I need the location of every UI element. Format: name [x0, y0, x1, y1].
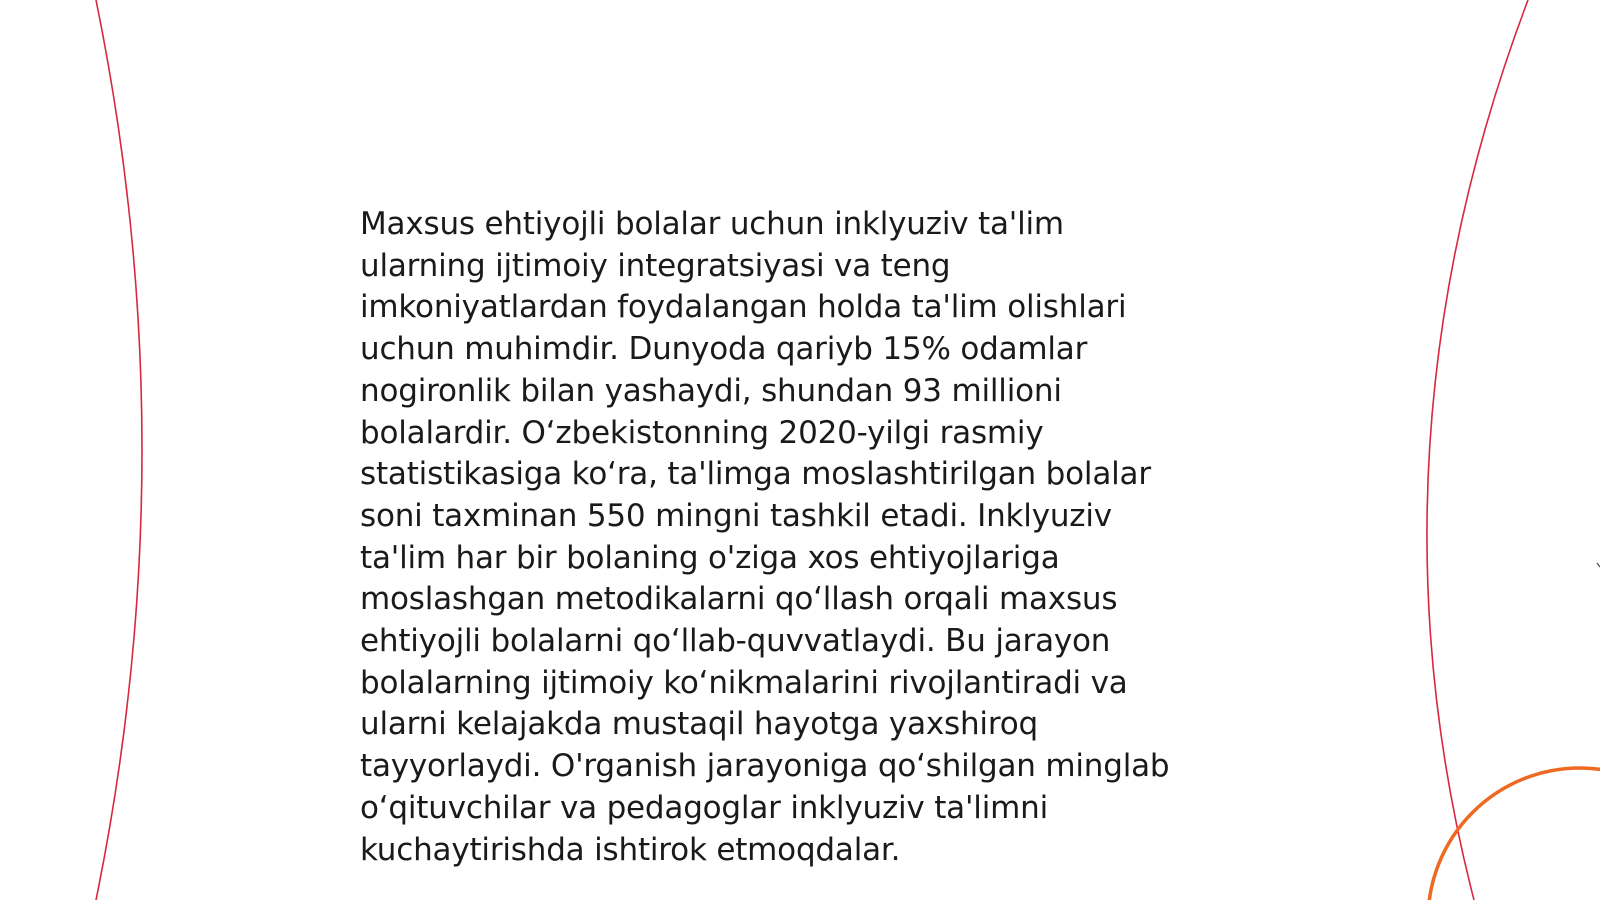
- left-arc-line: [96, 0, 142, 900]
- orange-circle-outline: [1428, 768, 1600, 900]
- body-paragraph: Maxsus ehtiyojli bolalar uchun inklyuziv ta'lim ularning ijtimoiy integratsiyasi va teng imkoniyatlardan foydalangan holda ta'lim olishlari uchun muhimdir. Dunyoda qariyb 15% odamlar nogironlik bilan yashaydi, shundan 93 millioni bolalardir. Oʻzbekistonning 2020-yilgi rasmiy statistikasiga koʻra, ta'limga moslashtirilgan bolalar soni taxminan 550 mingni tashkil etadi. Inklyuziv ta'lim har bir bolaning o'ziga xos ehtiyojlariga moslashgan metodikalarni qoʻllash orqali maxsus ehtiyojli bolalarni qoʻllab-quvvatlaydi. Bu jarayon bolalarning ijtimoiy koʻnikmalarini rivojlantiradi va ularni kelajakda mustaqil hayotga yaxshiroq tayyorlaydi. O'rganish jarayoniga qoʻshilgan minglab oʻqituvchilar va pedagoglar inklyuziv ta'limni kuchaytirishda ishtirok etmoqdalar.: [360, 206, 1170, 868]
- right-arc-line: [1427, 0, 1528, 900]
